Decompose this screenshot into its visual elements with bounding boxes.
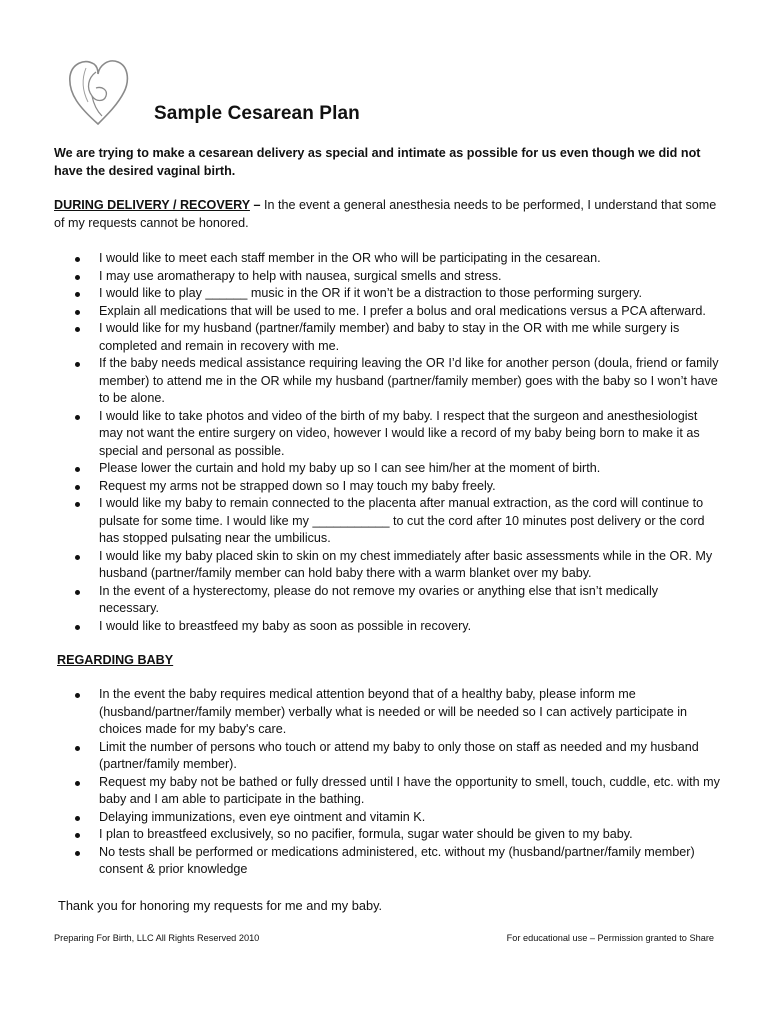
list-item-text: Delaying immunizations, even eye ointment and vitamin K. [99,809,426,824]
bullet-icon [75,746,80,751]
list-item-text: Request my arms not be strapped down so I may touch my baby freely. [99,478,496,493]
intro-paragraph: We are trying to make a cesarean delivery as special and intimate as possible for us even though we did not have the desired vaginal birth. [54,146,701,178]
list-item-text: I would like to take photos and video of the birth of my baby. I respect that the surgeon and anesthesiologist may not want the entire surgery on video, however I would like a record of my baby being born to make it as special and personal as possible. [99,408,700,458]
bullet-icon [75,590,80,595]
list-item [54,285,720,303]
bullet-icon [75,467,80,472]
list-item [54,826,720,844]
baby-section-heading: REGARDING BABY [57,653,174,667]
list-item-text: Limit the number of persons who touch or attend my baby to only those on staff as needed and my husband (partner/family member). [99,739,699,771]
list-item [54,739,720,774]
list-item-text: No tests shall be performed or medications administered, etc. without my (husband/partner/family member) consent & prior knowledge [99,844,695,876]
bullet-icon [75,275,80,280]
list-item [54,268,720,286]
list-item-text: In the event of a hysterectomy, please do not remove my ovaries or anything else that isn’t medically necessary. [99,583,659,615]
list-item [54,809,720,827]
bullet-icon [75,327,80,332]
bullet-icon [75,257,80,262]
list-item-text: I would like my baby placed skin to skin on my chest immediately after basic assessments while in the OR. My husband (partner/family member can hold baby there with a warm blanket over my baby. [99,548,713,580]
document-title: Sample Cesarean Plan [154,103,360,124]
list-item-text: Explain all medications that will be used to me. I prefer a bolus and oral medications versus a PCA afterward. [99,303,706,318]
heading-separator: – [249,198,264,212]
baby-request-list [54,686,720,879]
bullet-icon [75,502,80,507]
bullet-icon [75,851,80,856]
delivery-request-list [54,250,720,635]
list-item [54,618,720,636]
list-item-text: I may use aromatherapy to help with nausea, surgical smells and stress. [99,268,502,283]
list-item [54,774,720,809]
bullet-icon [75,833,80,838]
bullet-icon [75,781,80,786]
list-item-text: I would like my baby to remain connected to the placenta after manual extraction, as the cord will continue to pulsate for some time. I would like my ___________ to cut the cord after 10 minutes post delivery or the cord has stopped pulsating near the umbilicus. [99,496,705,545]
list-item [54,686,720,739]
list-item [54,495,720,548]
list-item-text: I would like to play ______ music in the OR if it won’t be a distraction to those performing surgery. [99,286,642,300]
list-item [54,408,720,461]
bullet-icon [75,485,80,490]
list-item-text: I would like to breastfeed my baby as soon as possible in recovery. [99,618,472,633]
footer-copyright: Preparing For Birth, LLC All Rights Reserved 2010 [54,933,260,943]
closing-statement: Thank you for honoring my requests for me and my baby. [58,898,383,913]
list-item-text: Request my baby not be bathed or fully dressed until I have the opportunity to smell, touch, cuddle, etc. with my baby and I am able to participate in the bathing. [99,774,720,806]
list-item-text: Please lower the curtain and hold my baby up so I can see him/her at the moment of birth. [99,461,601,475]
list-item [54,460,720,478]
list-item [54,844,720,879]
bullet-icon [75,415,80,420]
list-item [54,355,720,408]
bullet-icon [75,362,80,367]
list-item [54,583,720,618]
list-item-text: In the event the baby requires medical attention beyond that of a healthy baby, please inform me (husband/partner/family member) verbally what is needed or will be needed so I can actively participate in choices made for my baby's care. [99,687,688,736]
bullet-icon [75,693,80,698]
heart-logo-icon [62,54,134,130]
delivery-intro-paragraph [54,197,720,232]
bullet-icon [75,555,80,560]
footer-permission: For educational use – Permission granted to Share [506,933,714,943]
delivery-section-heading: DURING DELIVERY / RECOVERY [54,198,250,212]
list-item-text: I plan to breastfeed exclusively, so no pacifier, formula, sugar water should be given to my baby. [99,827,633,841]
bullet-icon [75,816,80,821]
bullet-icon [75,310,80,315]
list-item [54,250,720,268]
list-item [54,548,720,583]
list-item-text: I would like for my husband (partner/family member) and baby to stay in the OR with me while surgery is completed and remain in recovery with me. [99,321,680,353]
bullet-icon [75,292,80,297]
list-item-text: I would like to meet each staff member in the OR who will be participating in the cesarean. [99,251,601,265]
delivery-lead-text: In the event a general anesthesia needs to be performed, I understand that some of my requests cannot be honored. [54,198,717,230]
list-item [54,320,720,355]
list-item-text: If the baby needs medical assistance requiring leaving the OR I’d like for another person (doula, friend or family member) to attend me in the OR while my husband (partner/family member) goes with the baby so I won’t have to be alone. [99,356,719,405]
bullet-icon [75,625,80,630]
list-item [54,303,720,321]
list-item [54,478,720,496]
